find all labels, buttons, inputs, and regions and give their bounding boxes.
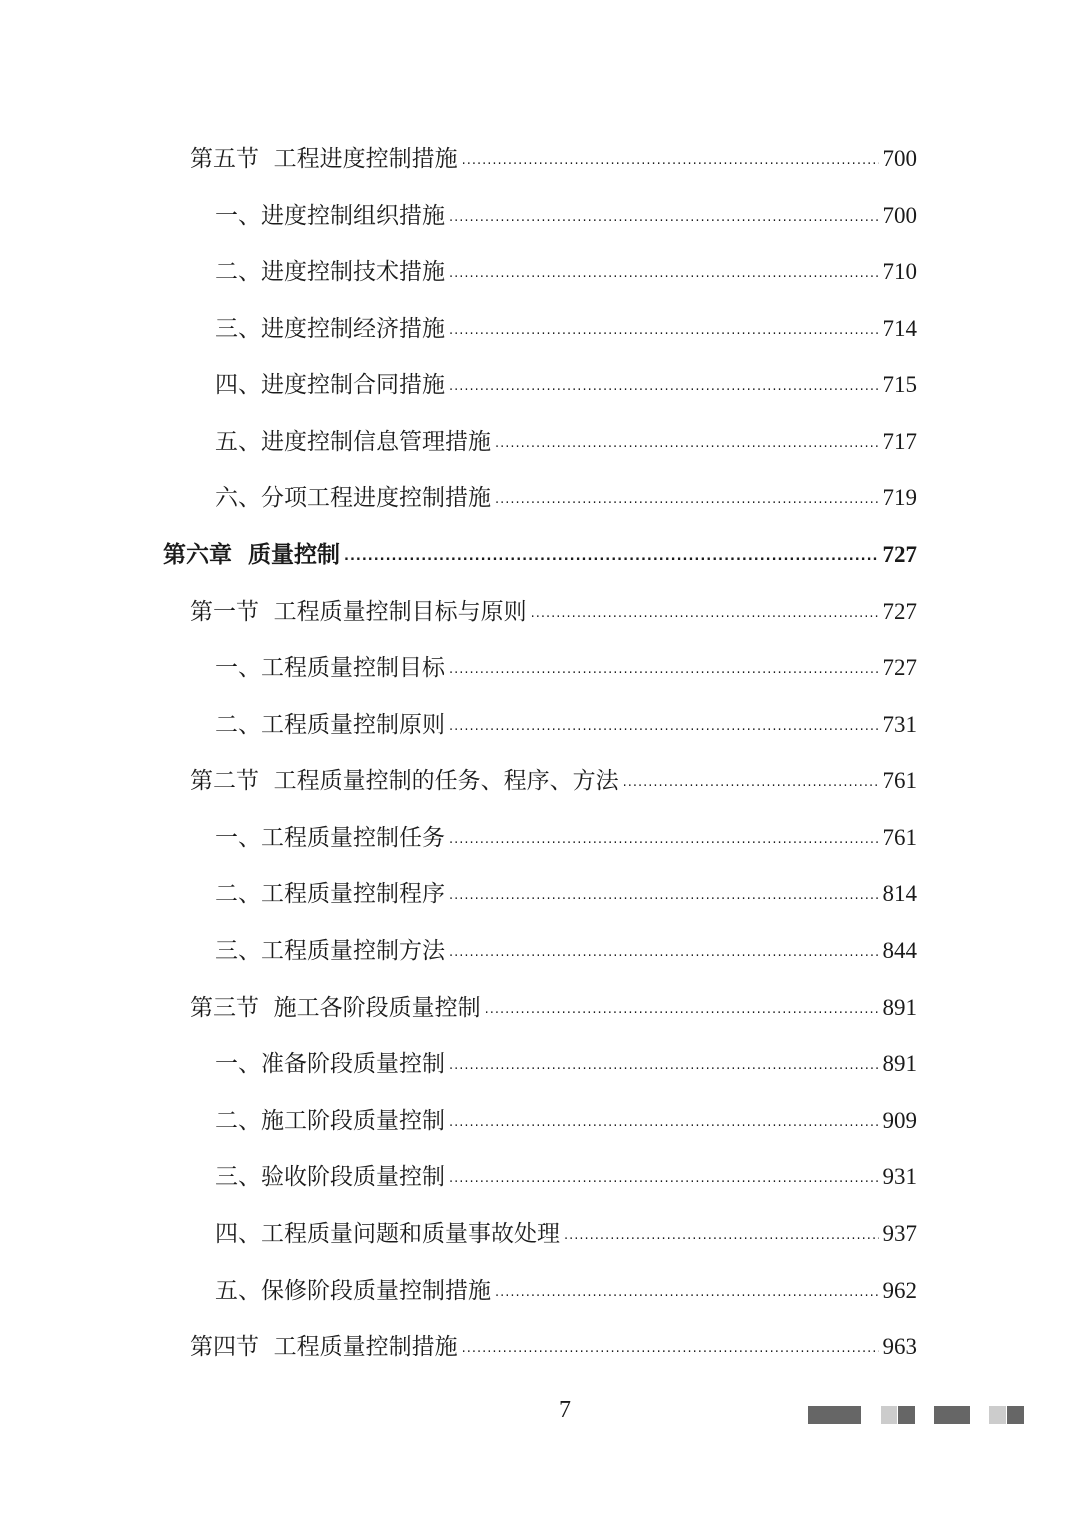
toc-dot-leader — [449, 881, 879, 911]
toc-entry-title: 五、进度控制信息管理措施 — [215, 429, 491, 455]
toc-entry-page: 814 — [882, 881, 917, 906]
toc-entry[interactable] — [215, 201, 917, 235]
toc-dot-leader — [462, 146, 879, 176]
footer-decoration-block — [898, 1406, 915, 1424]
footer-decoration-block — [989, 1406, 1006, 1424]
toc-entry[interactable] — [190, 597, 917, 631]
toc-entry-page: 717 — [882, 429, 917, 454]
toc-entry-title: 四、进度控制合同措施 — [215, 372, 445, 398]
toc-dot-leader — [564, 1221, 879, 1251]
toc-chapter-entry[interactable] — [163, 540, 917, 574]
toc-dot-leader — [449, 1164, 879, 1194]
toc-entry-page: 727 — [882, 542, 917, 567]
toc-entry-title: 第六章 质量控制 — [163, 541, 341, 568]
toc-entry[interactable] — [215, 1219, 917, 1253]
toc-dot-leader — [449, 1051, 879, 1081]
toc-entry[interactable] — [215, 427, 917, 461]
toc-entry[interactable] — [215, 1049, 917, 1083]
footer-decoration-block — [1007, 1406, 1024, 1424]
toc-entry-page: 891 — [882, 1051, 917, 1076]
toc-entry-page: 891 — [882, 995, 917, 1020]
toc-dot-leader — [449, 712, 879, 742]
toc-entry[interactable] — [190, 766, 917, 800]
toc-entry-page: 761 — [882, 825, 917, 850]
toc-entry-title: 四、工程质量问题和质量事故处理 — [215, 1221, 560, 1247]
toc-entry-page: 727 — [882, 655, 917, 680]
toc-entry-page: 731 — [882, 712, 917, 737]
toc-entry-title: 一、进度控制组织措施 — [215, 203, 445, 229]
toc-entry[interactable] — [190, 144, 917, 178]
toc-entry-title: 第四节 工程质量控制措施 — [190, 1334, 458, 1360]
toc-entry-page: 909 — [882, 1108, 917, 1133]
page-number: 7 — [559, 1397, 571, 1423]
toc-entry[interactable] — [215, 370, 917, 404]
toc-entry-page: 931 — [882, 1164, 917, 1189]
toc-entry[interactable] — [215, 1276, 917, 1310]
toc-entry-title: 第一节 工程质量控制目标与原则 — [190, 599, 527, 625]
toc-dot-leader — [344, 542, 878, 572]
toc-entry[interactable] — [215, 823, 917, 857]
toc-entry[interactable] — [215, 314, 917, 348]
toc-entry-page: 937 — [882, 1221, 917, 1246]
toc-entry[interactable] — [190, 1332, 917, 1366]
toc-entry[interactable] — [215, 1162, 917, 1196]
toc-entry-title: 第二节 工程质量控制的任务、程序、方法 — [190, 768, 619, 794]
toc-entry[interactable] — [215, 879, 917, 913]
footer-decoration-block — [934, 1406, 970, 1424]
toc-entry-title: 二、施工阶段质量控制 — [215, 1108, 445, 1134]
toc-entry[interactable] — [190, 993, 917, 1027]
toc-entry-page: 727 — [882, 599, 917, 624]
toc-entry-title: 第五节 工程进度控制措施 — [190, 146, 458, 172]
toc-entry-title: 六、分项工程进度控制措施 — [215, 485, 491, 511]
footer-decoration-block — [808, 1406, 861, 1424]
toc-dot-leader — [531, 599, 879, 629]
toc-dot-leader — [449, 655, 879, 685]
toc-dot-leader — [495, 1278, 879, 1308]
toc-entry-title: 第三节 施工各阶段质量控制 — [190, 995, 481, 1021]
toc-entry-title: 五、保修阶段质量控制措施 — [215, 1278, 491, 1304]
toc-entry-title: 一、工程质量控制任务 — [215, 825, 445, 851]
toc-dot-leader — [449, 1108, 879, 1138]
toc-dot-leader — [449, 203, 879, 233]
toc-entry-title: 一、准备阶段质量控制 — [215, 1051, 445, 1077]
toc-entry-title: 二、进度控制技术措施 — [215, 259, 445, 285]
toc-entry-page: 714 — [882, 316, 917, 341]
toc-dot-leader — [449, 938, 879, 968]
toc-entry-page: 963 — [882, 1334, 917, 1359]
toc-entry[interactable] — [215, 936, 917, 970]
toc-entry-title: 三、工程质量控制方法 — [215, 938, 445, 964]
toc-entry-page: 710 — [882, 259, 917, 284]
toc-entry-page: 715 — [882, 372, 917, 397]
toc-entry-page: 700 — [882, 146, 917, 171]
toc-entry-page: 962 — [882, 1278, 917, 1303]
toc-dot-leader — [485, 995, 879, 1025]
toc-dot-leader — [495, 485, 879, 515]
toc-entry-page: 844 — [882, 938, 917, 963]
toc-dot-leader — [449, 372, 879, 402]
toc-entry-title: 一、工程质量控制目标 — [215, 655, 445, 681]
toc-dot-leader — [462, 1334, 879, 1364]
toc-entry-title: 二、工程质量控制原则 — [215, 712, 445, 738]
toc-dot-leader — [449, 316, 879, 346]
toc-entry-title: 二、工程质量控制程序 — [215, 881, 445, 907]
toc-dot-leader — [449, 825, 879, 855]
toc-entry[interactable] — [215, 483, 917, 517]
toc-entry[interactable] — [215, 653, 917, 687]
toc-entry-page: 719 — [882, 485, 917, 510]
toc-entry[interactable] — [215, 710, 917, 744]
toc-entry-page: 700 — [882, 203, 917, 228]
toc-dot-leader — [449, 259, 879, 289]
toc-entry-page: 761 — [882, 768, 917, 793]
toc-entry-title: 三、进度控制经济措施 — [215, 316, 445, 342]
footer-decoration-block — [881, 1406, 897, 1424]
toc-entry[interactable] — [215, 257, 917, 291]
toc-entry[interactable] — [215, 1106, 917, 1140]
toc-entry-title: 三、验收阶段质量控制 — [215, 1164, 445, 1190]
toc-dot-leader — [623, 768, 879, 798]
toc-dot-leader — [495, 429, 879, 459]
